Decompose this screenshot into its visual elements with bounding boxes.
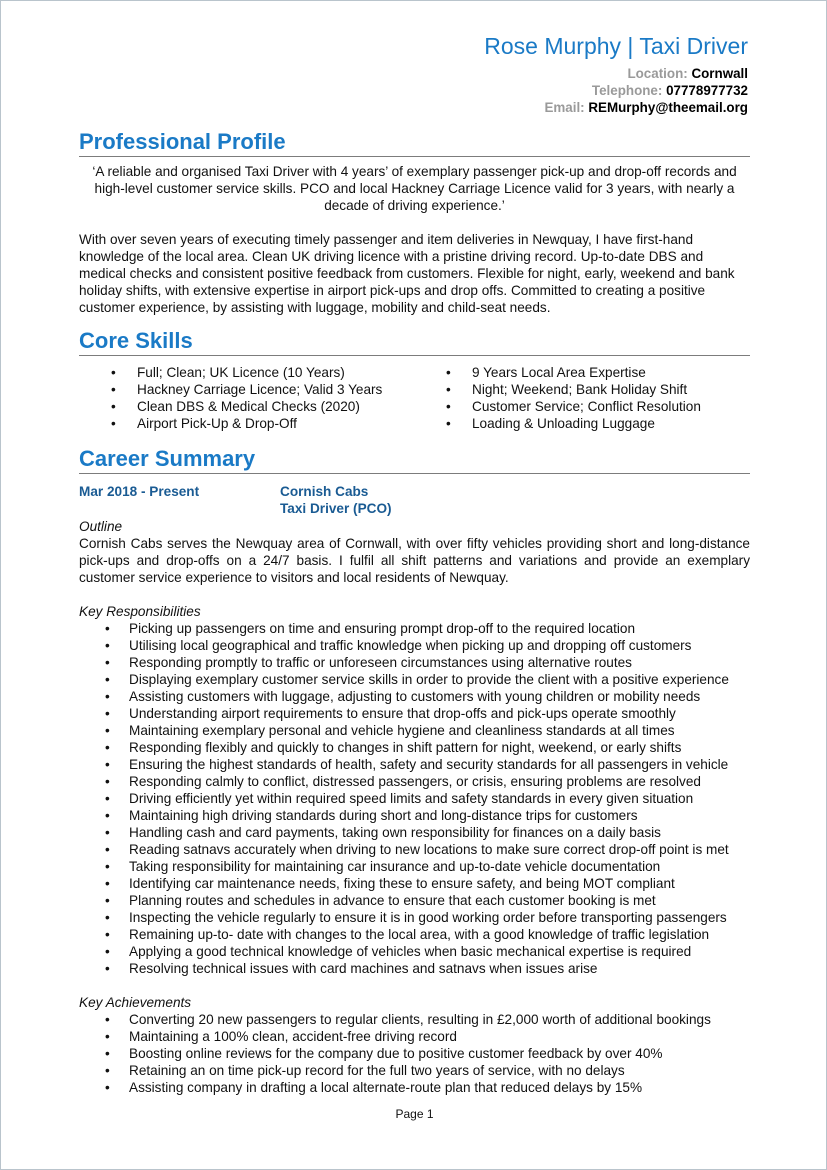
list-item: • Taking responsibility for maintaining car insurance and up-to-date vehicle documentation (79, 858, 750, 875)
list-item: • Handling cash and card payments, taking own responsibility for finances on a daily basis (79, 824, 750, 841)
job-header (79, 483, 750, 517)
email-value: REMurphy@theemail.org (588, 100, 748, 115)
location-label: Location: (627, 66, 688, 81)
skill-item: • 9 Years Local Area Expertise (416, 364, 701, 381)
profile-quote: ‘A reliable and organised Taxi Driver with 4 years’ of exemplary passenger pick-up and drop-off records and high-level customer service skills. PCO and local Hackney Carriage Licence valid for 3 years, with nearly a decade of driving experience.’ (92, 164, 737, 213)
list-item: • Picking up passengers on time and ensuring prompt drop-off to the required location (79, 620, 750, 637)
list-item: • Reading satnavs accurately when driving to new locations to make sure correct drop-off point is met (79, 841, 750, 858)
telephone-label: Telephone: (591, 83, 663, 98)
career-section (79, 446, 750, 1096)
job-role: Taxi Driver (PCO) (280, 501, 392, 516)
list-item: • Utilising local geographical and traffic knowledge when picking up and dropping off customers (79, 637, 750, 654)
telephone-value: 07778977732 (666, 83, 748, 98)
list-item: • Boosting online reviews for the company due to positive customer feedback by over 40% (79, 1045, 750, 1062)
list-item: • Ensuring the highest standards of health, safety and security standards for all passengers in vehicle (79, 756, 750, 773)
skill-item: • Clean DBS & Medical Checks (2020) (79, 398, 416, 415)
list-item: • Understanding airport requirements to ensure that drop-offs and pick-ups operate smoothly (79, 705, 750, 722)
list-item: • Inspecting the vehicle regularly to ensure it is in good working order before transporting passengers (79, 909, 750, 926)
profile-heading: Professional Profile (79, 129, 750, 157)
list-item: • Planning routes and schedules in advance to ensure that each customer booking is met (79, 892, 750, 909)
responsibilities-label: Key Responsibilities (79, 604, 201, 619)
outline-label: Outline (79, 519, 123, 534)
email-label: Email: (544, 100, 585, 115)
list-item: • Maintaining high driving standards during short and long-distance trips for customers (79, 807, 750, 824)
job-date: Mar 2018 - Present (79, 484, 200, 499)
list-item: • Responding calmly to conflict, distressed passengers, or crisis, ensuring problems are resolved (79, 773, 750, 790)
page-number: Page 1 (395, 1107, 434, 1121)
skill-item: • Full; Clean; UK Licence (10 Years) (79, 364, 416, 381)
skill-item: • Night; Weekend; Bank Holiday Shift (416, 381, 701, 398)
list-item: • Remaining up-to- date with changes to the local area, with a good knowledge of traffic legislation (79, 926, 750, 943)
outline-text: Cornish Cabs serves the Newquay area of Cornwall, with over fifty vehicles providing short and long-distance pick-ups and drop-offs on a 24/7 basis. I fulfil all shift patterns and variations and provide an exemplary customer service experience to visitors and local residents of Newquay. (79, 536, 750, 585)
list-item: • Applying a good technical knowledge of vehicles when basic mechanical expertise is required (79, 943, 750, 960)
skills-section (79, 328, 750, 432)
list-item: • Assisting company in drafting a local alternate-route plan that reduced delays by 15% (79, 1079, 750, 1096)
skills-right-list (416, 364, 701, 432)
list-item: • Resolving technical issues with card machines and satnavs when issues arise (79, 960, 750, 977)
skill-item: • Hackney Carriage Licence; Valid 3 Years (79, 381, 416, 398)
skill-item: • Customer Service; Conflict Resolution (416, 398, 701, 415)
skills-left-list (79, 364, 416, 432)
telephone-line (484, 82, 748, 99)
list-item: • Responding promptly to traffic or unforeseen circumstances using alternative routes (79, 654, 750, 671)
profile-paragraph: With over seven years of executing timely passenger and item deliveries in Newquay, I have first-hand knowledge of the local area. Clean UK driving licence with a pristine driving record. Up-to-date DBS and medical checks and consistent positive feedback from customers. Flexible for night, early, weekend and bank holiday shifts, with extensive expertise in airport pick-ups and drop offs. Committed to creating a positive customer experience, by assisting with luggage, mobility and child-seat needs. (79, 232, 735, 315)
skills-heading: Core Skills (79, 328, 750, 356)
achievements-list (79, 1011, 750, 1096)
achievements-label: Key Achievements (79, 995, 192, 1010)
name-title: Rose Murphy | Taxi Driver (484, 33, 748, 59)
list-item: • Retaining an on time pick-up record for the full two years of service, with no delays (79, 1062, 750, 1079)
cv-header (484, 31, 748, 116)
profile-section (79, 129, 750, 316)
list-item: • Maintaining exemplary personal and vehicle hygiene and cleanliness standards at all times (79, 722, 750, 739)
email-line (484, 99, 748, 116)
list-item: • Responding flexibly and quickly to changes in shift pattern for night, weekend, or early shifts (79, 739, 750, 756)
list-item: • Driving efficiently yet within required speed limits and safety standards in every given situation (79, 790, 750, 807)
skill-item: • Loading & Unloading Luggage (416, 415, 701, 432)
responsibilities-list (79, 620, 750, 977)
list-item: • Identifying car maintenance needs, fixing these to ensure safety, and being MOT compliant (79, 875, 750, 892)
location-line (484, 65, 748, 82)
list-item: • Displaying exemplary customer service skills in order to provide the client with a positive experience (79, 671, 750, 688)
list-item: • Converting 20 new passengers to regular clients, resulting in £2,000 worth of additional bookings (79, 1011, 750, 1028)
job-title-block (280, 483, 392, 517)
company-name: Cornish Cabs (280, 484, 369, 499)
list-item: • Assisting customers with luggage, adjusting to customers with young children or mobility needs (79, 688, 750, 705)
location-value: Cornwall (691, 66, 748, 81)
skills-columns (79, 364, 750, 432)
list-item: • Maintaining a 100% clean, accident-free driving record (79, 1028, 750, 1045)
career-heading: Career Summary (79, 446, 750, 474)
skill-item: • Airport Pick-Up & Drop-Off (79, 415, 416, 432)
